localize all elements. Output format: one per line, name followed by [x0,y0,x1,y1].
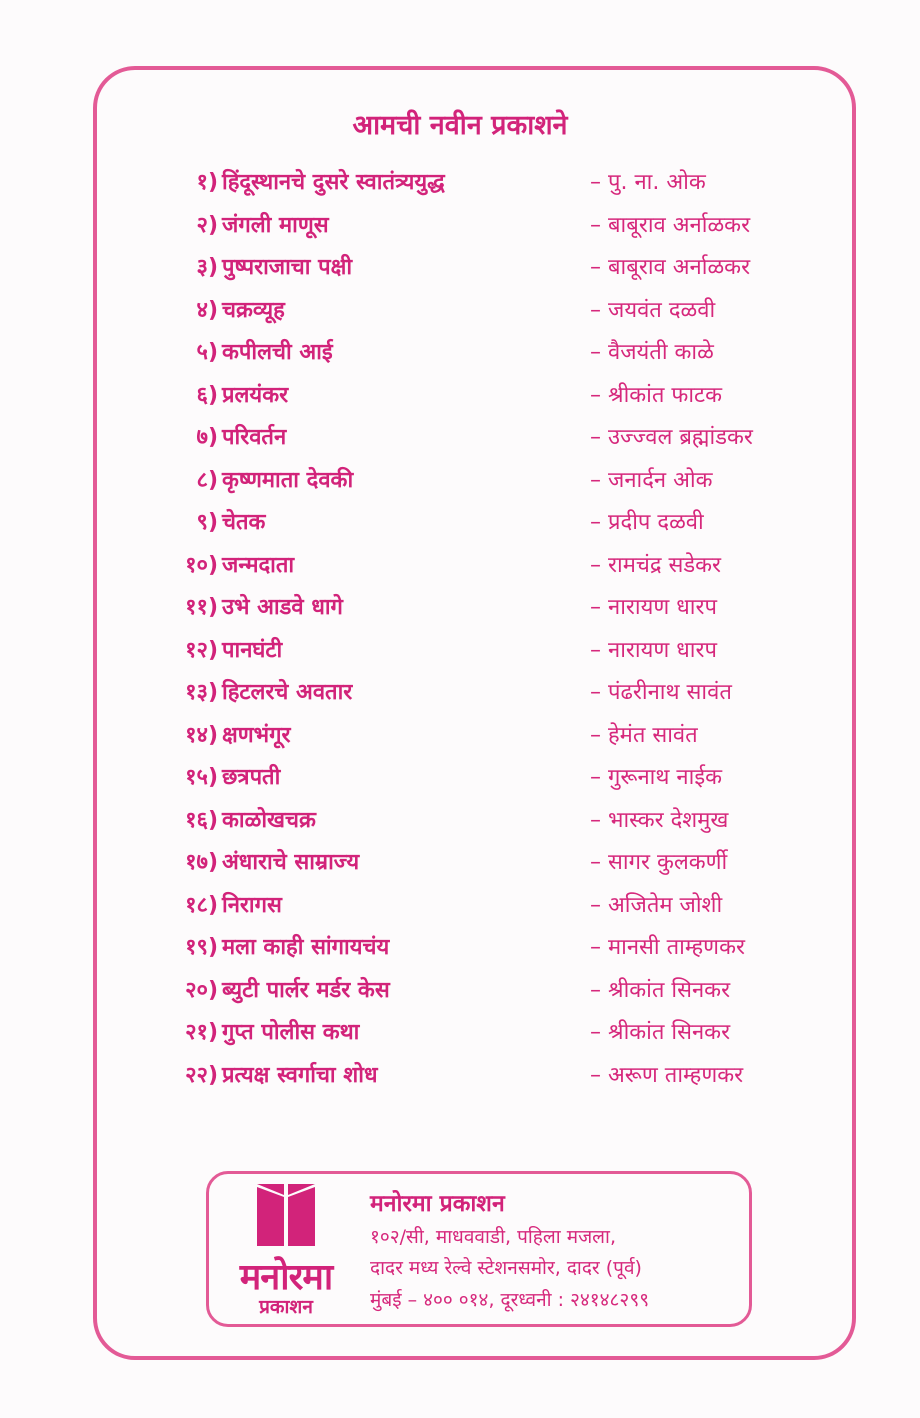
book-author: – उज्ज्वल ब्रह्मांडकर [590,425,753,450]
page-heading: आमची नवीन प्रकाशने [352,110,568,141]
book-author: – अरूण ताम्हणकर [590,1062,744,1088]
book-number: ११) [185,595,218,620]
book-number: १३) [185,680,218,705]
logo-subtext: प्रकाशन [259,1296,313,1318]
book-number: ५) [196,340,218,365]
book-title: जंगली माणूस [222,212,329,238]
book-title: परिवर्तन [222,425,287,450]
book-title: अंधाराचे साम्राज्य [222,850,360,875]
book-title: निरागस [222,892,282,918]
book-author: – जयवंत दळवी [590,297,716,323]
book-title: पानघंटी [222,637,283,663]
book-number: १२) [185,637,218,663]
book-row [0,713,920,756]
book-author: – श्रीकांत सिनकर [590,1020,731,1045]
book-author: – अजितेम जोशी [590,892,723,918]
book-row [0,330,920,373]
book-number: १६) [185,807,218,833]
publisher-logo [214,1181,358,1319]
book-author: – रामचंद्र सडेकर [590,552,722,578]
book-author: – नारायण धारप [590,637,717,663]
book-row [0,288,920,331]
book-number: ६) [196,382,218,408]
book-title: काळोखचक्र [222,807,316,833]
book-author: – नारायण धारप [590,595,717,620]
book-number: १४) [185,722,218,748]
book-author: – श्रीकांत सिनकर [590,977,731,1003]
book-number: २२) [185,1062,218,1088]
book-author: – बाबूराव अर्नाळकर [590,255,751,280]
book-title: कपीलची आई [222,340,333,365]
book-number: ४) [196,297,218,323]
book-number: १८) [185,892,218,918]
book-number: ३) [196,255,218,280]
book-row [0,883,920,926]
book-author: – हेमंत सावंत [590,722,698,748]
book-row [0,1010,920,1053]
book-title: ब्युटी पार्लर मर्डर केस [222,977,390,1003]
book-title: कृष्णमाता देवकी [222,467,354,493]
book-author: – गुरूनाथ नाईक [590,765,723,790]
book-title: चेतक [222,510,266,535]
book-title: हिंदूस्थानचे दुसरे स्वातंत्र्ययुद्ध [222,170,445,195]
book-author: – श्रीकांत फाटक [590,382,723,408]
book-number: १९) [185,935,218,960]
book-number: ७) [196,425,218,450]
book-number: १५) [185,765,218,790]
book-title: प्रलयंकर [222,382,289,408]
publisher-address-line: १०२/सी, माधववाडी, पहिला मजला, [370,1226,617,1248]
book-title: मला काही सांगायचंय [222,935,390,960]
book-title: चक्रव्यूह [222,297,285,323]
book-title: क्षणभंगूर [222,722,291,748]
book-number: २) [196,212,218,238]
book-author: – प्रदीप दळवी [590,510,704,535]
book-row [0,1053,920,1096]
book-title: पुष्पराजाचा पक्षी [222,255,353,280]
book-row [0,245,920,288]
book-title: हिटलरचे अवतार [222,680,353,705]
book-author: – पु. ना. ओक [590,170,706,195]
book-author: – मानसी ताम्हणकर [590,935,745,960]
book-row [0,373,920,416]
book-author: – जनार्दन ओक [590,467,713,493]
book-number: ८) [196,467,218,493]
book-number: २०) [185,977,218,1003]
book-row [0,585,920,628]
book-row [0,798,920,841]
book-title: छत्रपती [222,765,281,790]
publisher-contact-line: मुंबई – ४०० ०१४, दूरध्वनी : २४१४८२९९ [370,1289,650,1311]
book-row [0,543,920,586]
book-title: प्रत्यक्ष स्वर्गाचा शोध [222,1062,378,1088]
book-title: जन्मदाता [222,552,295,578]
book-author: – पंढरीनाथ सावंत [590,680,732,705]
book-row [0,415,920,458]
book-row [0,755,920,798]
open-book-icon [214,1181,358,1251]
book-number: २१) [185,1020,218,1045]
book-row [0,840,920,883]
book-number: १) [196,170,218,195]
publisher-address-line: दादर मध्य रेल्वे स्टेशनसमोर, दादर (पूर्व) [370,1257,642,1279]
book-author: – सागर कुलकर्णी [590,850,728,875]
logo-wordmark: मनोरमा [239,1257,333,1298]
publisher-name: मनोरमा प्रकाशन [370,1191,505,1217]
book-row [0,203,920,246]
book-author: – बाबूराव अर्नाळकर [590,212,751,238]
book-author: – वैजयंती काळे [590,340,714,365]
book-number: ९) [196,510,218,535]
book-row [0,628,920,671]
book-list [0,160,920,1095]
book-title: गुप्त पोलीस कथा [222,1020,360,1045]
book-row [0,500,920,543]
book-title: उभे आडवे धागे [222,595,343,620]
book-row [0,925,920,968]
book-row [0,458,920,501]
book-row [0,670,920,713]
book-number: १७) [185,850,218,875]
book-number: १०) [185,552,218,578]
book-author: – भास्कर देशमुख [590,807,729,833]
book-row [0,160,920,203]
book-row [0,968,920,1011]
